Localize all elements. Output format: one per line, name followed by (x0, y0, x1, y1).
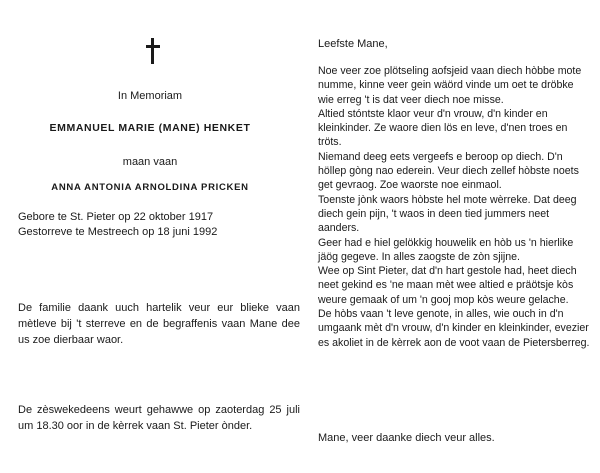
deceased-name: EMMANUEL MARIE (MANE) HENKET (49, 122, 251, 134)
relation-text: maan vaan (122, 156, 178, 168)
memoriam-heading: In Memoriam (117, 90, 183, 102)
letter-paragraph: Geer had e hiel gelökkig houwelik en hòb us 'n hierlike jäög gegeve. In alles zaogste de zòn sjijne. (318, 236, 574, 263)
letter-paragraph: Noe veer zoe plötseling aofsjeid vaan diech hòbbe mote numme, kinne veer gein wäörd vinde um oet te dröbke wie erreg 't is dat veer diech noe misse. (318, 65, 582, 106)
letter-body (318, 64, 590, 350)
letter-greeting: Leefste Mane, (318, 38, 388, 50)
death-line: Gestorreve te Mestreech op 18 juni 1992 (18, 226, 218, 238)
letter-paragraph: De hòbs vaan 't leve genote, in alles, wie ouch in d'n umgaank mèt d'n vrouw, d'n kinder en kleinkinder, evezier es akoliet in de kèrrek aon de voot vaan de Pietersberreg. (318, 308, 590, 349)
letter-paragraph: Toenste jònk waors hòbste hel mote wèrreke. Dat deeg diech gein pijn, 't waos in deen tied jummers neet aanders. (318, 193, 577, 235)
service-notice: De zèswekedeens weurt gehawwe op zaoterdag 25 juli um 18.30 oor in de kèrrek vaan St. Pieter ònder. (18, 404, 300, 432)
birth-line: Gebore te St. Pieter op 22 oktober 1917 (18, 211, 214, 223)
letter-paragraph: Niemand deeg eets vergeefs e beroop op diech. D'n höllep gòng nao ederein. Veur diech zellef hòbste noets get gevraog. Zoe waorste noe einmaol. (318, 150, 579, 192)
letter-closing: Mane, veer daanke diech veur alles. (318, 432, 495, 444)
letter-paragraph: Wee op Sint Pieter, dat d'n hart gestole had, heet diech neet gekind es 'ne maan mèt wee altied e präötsje kòs weure gemaak of um 'n gooj mop kòs weure gelache. (318, 265, 577, 306)
letter-paragraph: Altied stóntste klaor veur d'n vrouw, d'n kinder en kleinkinder. Ze waore dien lös en leve, d'nen troes en tröts. (318, 107, 568, 149)
latin-cross-icon (146, 38, 160, 64)
family-thanks: De familie daank uuch hartelik veur eur blieke vaan mètleve bij 't sterreve en de begraffenis vaan Mane dee us zoe dierbaar waor. (18, 302, 300, 346)
spouse-name: ANNA ANTONIA ARNOLDINA PRICKEN (51, 182, 249, 193)
life-dates (18, 210, 217, 240)
right-panel (318, 0, 592, 473)
